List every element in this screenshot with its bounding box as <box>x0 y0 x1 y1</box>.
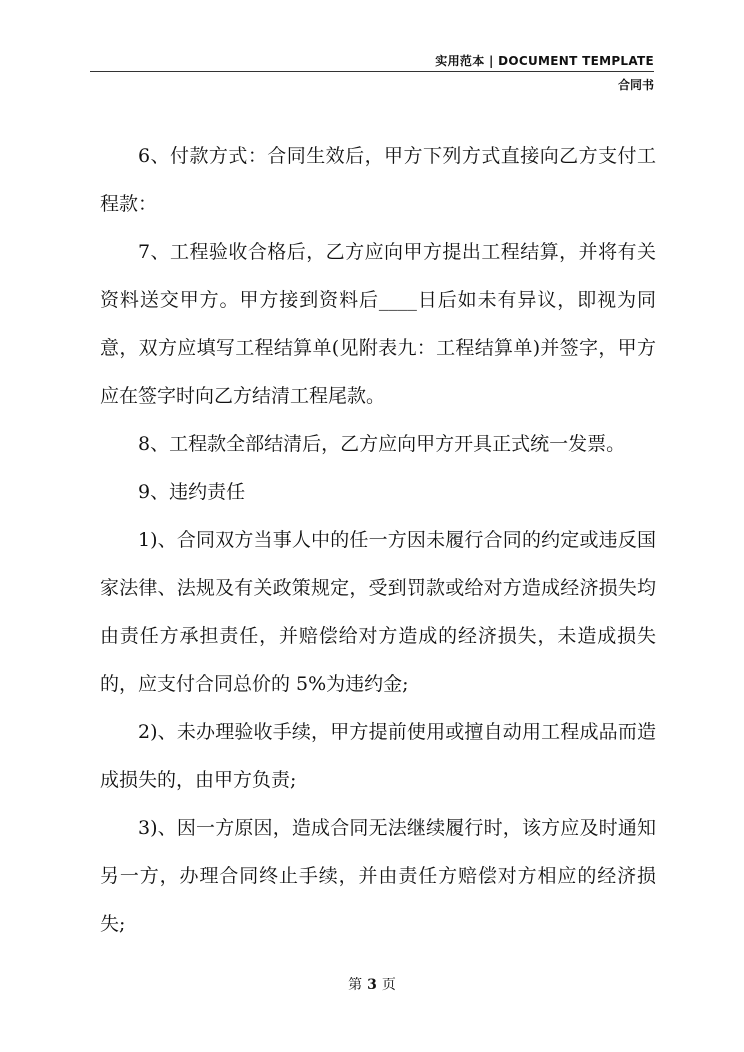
page-footer <box>0 974 744 994</box>
header-subtitle: 合同书 <box>617 78 654 92</box>
page-number: 3 <box>367 977 377 993</box>
liability-item-3: 3)、因一方原因，造成合同无法继续履行时，该方应及时通知另一方，办理合同终止手续，并由责任方赔偿对方相应的经济损失; <box>100 817 656 935</box>
liability-item-2: 2)、未办理验收手续，甲方提前使用或擅自动用工程成品而造成损失的，由甲方负责; <box>100 721 656 791</box>
clause-8-invoice: 8、工程款全部结清后，乙方应向甲方开具正式统一发票。 <box>138 433 626 455</box>
clause-6-payment-method: 6、付款方式：合同生效后，甲方下列方式直接向乙方支付工程款： <box>100 145 656 215</box>
page-header <box>90 50 654 90</box>
page-label-suffix: 页 <box>381 977 396 993</box>
header-title: 实用范本 | DOCUMENT TEMPLATE <box>435 54 654 68</box>
clause-9-liability-heading: 9、违约责任 <box>138 481 246 503</box>
page-label-prefix: 第 <box>348 977 363 993</box>
liability-item-1: 1)、合同双方当事人中的任一方因未履行合同的约定或违反国家法律、法规及有关政策规定，受到罚款或给对方造成经济损失均由责任方承担责任，并赔偿给对方造成的经济损失，未造成损失的，应支付合同总价的 5%为违约金; <box>100 529 656 695</box>
clause-7-acceptance-settlement: 7、工程验收合格后，乙方应向甲方提出工程结算，并将有关资料送交甲方。甲方接到资料后____日后如未有异议，即视为同意，双方应填写工程结算单(见附表九：工程结算单)并签字，甲方应在签字时向乙方结清工程尾款。 <box>100 241 656 407</box>
header-divider <box>90 71 654 72</box>
document-body <box>100 132 656 948</box>
